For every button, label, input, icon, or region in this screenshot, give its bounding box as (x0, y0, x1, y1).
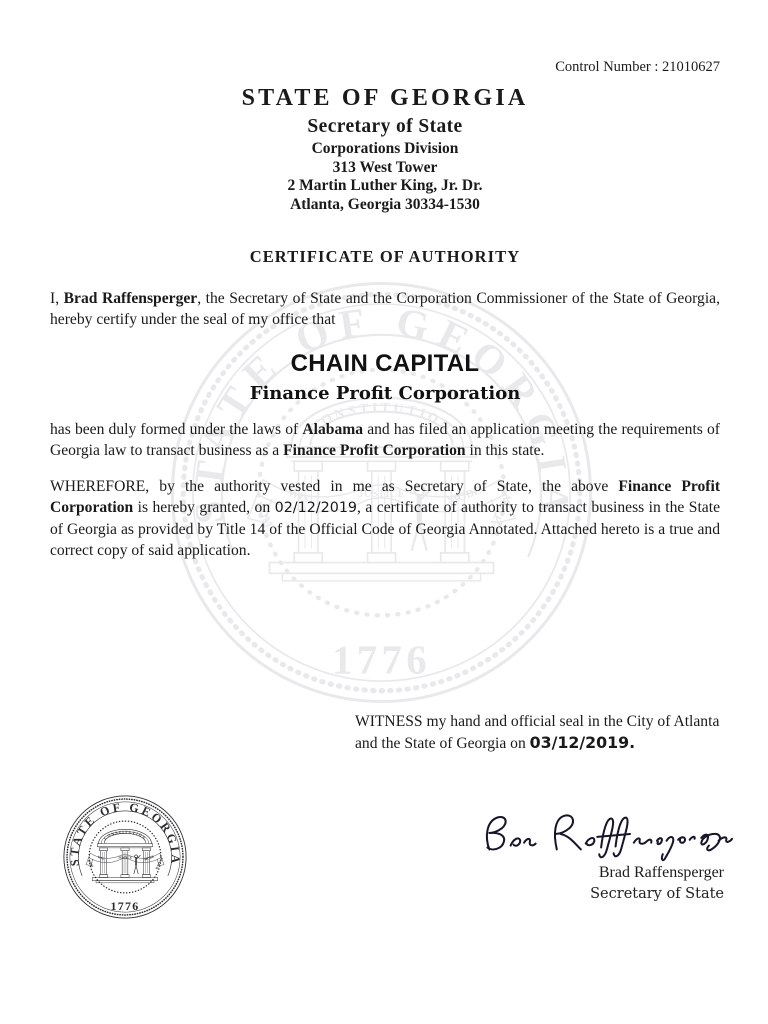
intro-suffix: , the Secretary of State and the Corporation Commissioner of the State of Georgia, hereby certify under the seal of my office that (50, 290, 721, 328)
division-line: Corporations Division (311, 140, 459, 157)
address-line-3: Atlanta, Georgia 30334-1530 (290, 195, 480, 213)
letterhead (50, 83, 720, 214)
witness-text: WITNESS my hand and official seal in the City of Atlanta and the State of Georgia on (355, 713, 720, 752)
formed-p2: and has filed an application meeting the requirements of Georgia law to transact business as a (50, 421, 720, 459)
wherefore-p2: is hereby granted, on (133, 499, 275, 516)
wherefore-p3: , a certificate of authority to transact business in the State of Georgia as provided by Title 14 of the Official Code of Georgia Annotated. Attached hereto is a true and correct copy of said application. (50, 499, 720, 559)
intro-prefix: I, (50, 290, 64, 307)
formed-type: Finance Profit Corporation (283, 442, 466, 459)
formed-paragraph (50, 419, 720, 461)
wherefore-bold: Finance Profit Corporation (50, 478, 721, 516)
certificate-title: CERTIFICATE OF AUTHORITY (249, 247, 521, 266)
wherefore-p1: WHEREFORE, by the authority vested in me as Secretary of State, the above (50, 478, 619, 495)
company-name: CHAIN CAPITAL (290, 350, 480, 377)
formed-p3: in this state. (465, 442, 545, 459)
officer-name: Brad Raffensperger (63, 290, 198, 307)
office-title: Secretary of State (307, 116, 463, 137)
formed-p1: has been duly formed under the laws of (50, 421, 303, 438)
intro-paragraph (50, 288, 720, 330)
signature-block (590, 862, 724, 905)
witness-paragraph (355, 711, 733, 754)
wherefore-paragraph (50, 476, 720, 561)
georgia-seal-stamp (62, 794, 188, 920)
address-line-2: 2 Martin Luther King, Jr. Dr. (287, 177, 483, 194)
signer-name: Brad Raffensperger (598, 864, 724, 881)
signature-icon (474, 804, 734, 864)
state-title: STATE OF GEORGIA (241, 85, 529, 111)
control-number: Control Number : 21010627 (555, 59, 720, 75)
formed-state: Alabama (302, 421, 364, 438)
witness-date: 03/12/2019. (529, 733, 636, 752)
signer-title: Secretary of State (590, 886, 724, 902)
address-line-1: 313 West Tower (332, 158, 438, 176)
company-block (50, 349, 720, 406)
company-type: Finance Profit Corporation (249, 383, 521, 404)
georgia-seal-icon (62, 794, 188, 920)
grant-date: 02/12/2019 (274, 500, 358, 516)
